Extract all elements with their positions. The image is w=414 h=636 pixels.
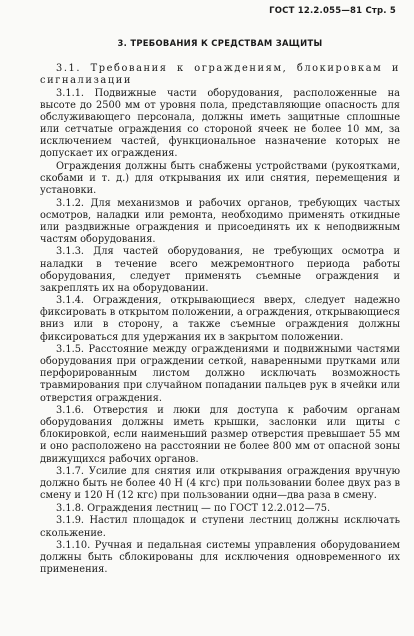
page-number: Стр. 5 xyxy=(365,6,396,16)
section-title: 3. ТРЕБОВАНИЯ К СРЕДСТВАМ ЗАЩИТЫ xyxy=(117,38,323,48)
paragraph: Ограждения должны быть снабжены устройствами (рукоятками, скобами и т. д.) для открывания их или снятия, перемещения и установки. xyxy=(40,160,400,196)
paragraph: 3.1.1. Подвижные части оборудования, расположенные на высоте до 2500 мм от уровня пола, представляющие опасность для обслуживающего персонала, должны иметь защитные сплошные или сетчатые ограждения со стороной ячеек не более 10 мм, за исключением частей, функциональное назначение которых не допускает их ограждения. xyxy=(40,87,400,160)
paragraph: 3.1.2. Для механизмов и рабочих органов, требующих частых осмотров, наладки или ремонта, необходимо применять откидные или раздвижные ограждения и присоединять их к неподвижным частям оборудования. xyxy=(40,197,400,245)
paragraph: 3.1.6. Отверстия и люки для доступа к рабочим органам оборудования должны иметь крышки, заслонки или щиты с блокировкой, если наименьший размер отверстия превышает 55 мм и оно расположено на расстоянии не более 800 мм от опасной зоны движущихся рабочих органов. xyxy=(40,405,400,465)
paragraph: 3.1.4. Ограждения, открывающиеся вверх, следует надежно фиксировать в открытом положении, а ограждения, открывающиеся вниз или в сторону, а также съемные ограждения должны фиксироваться для удержания их в закрытом положении. xyxy=(40,295,401,343)
page-header xyxy=(40,4,396,18)
paragraph: 3.1.7. Усилие для снятия или открывания ограждения вручную должно быть не более 40 Н (4 кгс) при пользовании более двух раз в смену и 120 Н (12 кгс) при пользовании одни—два раза в смену. xyxy=(40,466,400,502)
subsection-heading: 3.1. Требования к ограждениям, блокировкам и сигнализации xyxy=(40,63,400,87)
paragraph: 3.1.9. Настил площадок и ступени лестниц должны исключать скольжение. xyxy=(40,515,400,539)
paragraph: 3.1.3. Для частей оборудования, не требующих осмотра и наладки в течение всего межремонтного периода работы оборудования, следует применять съемные ограждения и закреплять их на оборудовании. xyxy=(40,246,400,294)
document-body xyxy=(40,63,400,576)
standard-number: ГОСТ 12.2.055—81 xyxy=(269,6,363,16)
paragraph: 3.1.10. Ручная и педальная системы управления оборудованием должны быть сблокированы для исключения одновременного их применения. xyxy=(40,540,400,576)
paragraph: 3.1.5. Расстояние между ограждениями и подвижными частями оборудования при ограждении сеткой, наваренными прутками или перфорированным листом должно исключать возможность травмирования при случайном попадании пальцев рук в ячейки или отверстия ограждения. xyxy=(40,344,400,404)
paragraph: 3.1.8. Ограждения лестниц — по ГОСТ 12.2.012—75. xyxy=(56,502,331,514)
